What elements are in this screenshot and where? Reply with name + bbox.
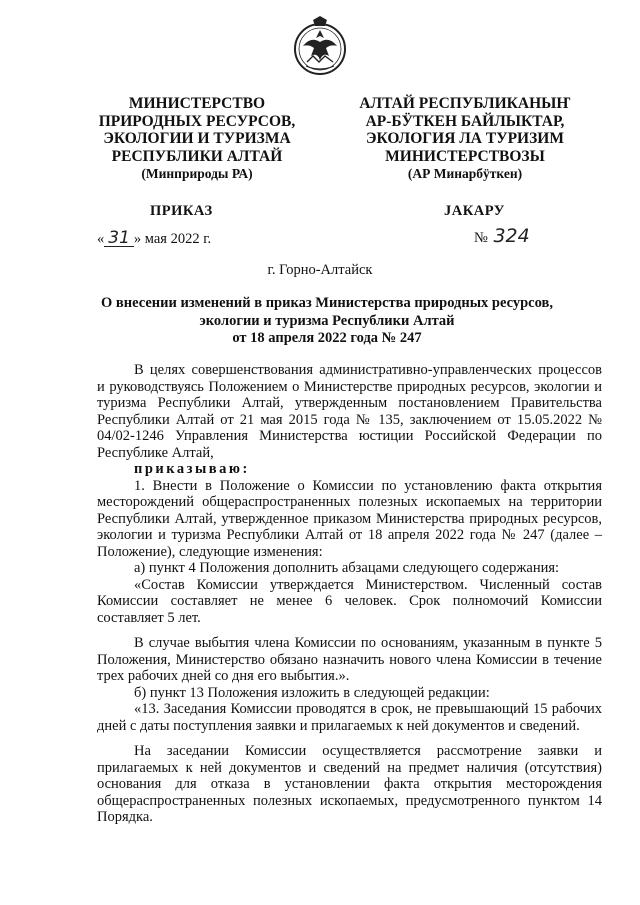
ministry-name-line: МИНИСТЕРСТВОЗЫ — [385, 147, 545, 165]
ministry-name-line: ПРИРОДНЫХ РЕСУРСОВ, — [98, 112, 296, 130]
ministry-name-line: АЛТАЙ РЕСПУБЛИКАНЫҤ — [359, 95, 571, 112]
document-title — [92, 295, 562, 348]
title-line: экологии и туризма Республики Алтай — [199, 312, 455, 329]
order-date — [97, 230, 211, 248]
body-paragraph: В случае выбытия члена Комиссии по основаниям, указанным в пункте 5 Положения, Министерство обязано назначить нового члена Комиссии в течение трех рабочих дней со дня его выбытия.». — [97, 635, 602, 684]
decree-line — [97, 461, 602, 478]
body-paragraph: На заседании Комиссии осуществляется рассмотрение заявки и прилагаемых к ней документов и сведений на предмет наличия (отсутствия) основания для отказа в установлении факта открытия месторождения общераспространенных полезных ископаемых, предусмотренного пунктом 14 Порядка. — [97, 743, 602, 825]
body-paragraph: 1. Внести в Положение о Комиссии по установлению факта открытия месторождений общераспространенных полезных ископаемых на территории Республики Алтай, утвержденное приказом Министерства природных ресурсов, экологии и туризма Республики Алтай от 18 апреля 2022 года № 247 (далее – Положение), следующие изменения: — [97, 477, 602, 560]
ministry-name-line: ЭКОЛОГИЯ ЛА ТУРИЗИМ — [366, 130, 564, 147]
date-quote-open: « — [97, 231, 105, 247]
document-body — [97, 362, 602, 826]
number-sign: № — [474, 230, 488, 246]
order-label-russian: ПРИКАЗ — [150, 203, 213, 219]
body-paragraph: В целях совершенствования административно-управленческих процессов и руководствуясь Положением о Министерстве природных ресурсов, экологии и туризма Республики Алтай, утвержденным постановлением Правительства Республики Алтай от 21 мая 2015 года № 135, заключением от 15.05.2022 № 04/02-1246 Управления Министерства юстиции Российской Федерации по Республике Алтай, — [97, 362, 602, 461]
ministry-name-line: АР-БӰТКЕН БАЙЛЫКТАР, — [365, 112, 565, 130]
city-line: г. Горно-Алтайск — [267, 262, 373, 278]
handwritten-number: 324 — [493, 225, 530, 247]
ministry-abbreviation: (АР Минарбӱткен) — [407, 166, 523, 181]
ministry-abbreviation: (Минприроды РА) — [141, 166, 253, 181]
title-line: О внесении изменений в приказ Министерства природных ресурсов, — [101, 295, 553, 311]
body-paragraph: а) пункт 4 Положения дополнить абзацами следующего содержания: — [134, 560, 560, 576]
body-paragraph: б) пункт 13 Положения изложить в следующей редакции: — [134, 684, 490, 701]
date-month-year: » мая 2022 г. — [133, 231, 212, 247]
body-paragraph: «Состав Комиссии утверждается Министерством. Численный состав Комиссии составляет не менее 6 человек. Срок полномочий Комиссии составляет 5 лет. — [97, 576, 602, 626]
title-line: от 18 апреля 2022 года № 247 — [232, 330, 422, 346]
ministry-name-line: ЭКОЛОГИИ И ТУРИЗМА — [103, 130, 291, 147]
handwritten-day: 31 — [104, 230, 134, 247]
coat-of-arms-emblem — [293, 16, 347, 82]
decree-word: приказываю: — [134, 461, 250, 477]
ministry-name-russian — [72, 95, 322, 183]
order-number — [474, 225, 532, 247]
order-label-altai: ЈАКАРУ — [444, 203, 505, 219]
body-paragraph: «13. Заседания Комиссии проводятся в срок, не превышающий 15 рабочих дней с даты поступления заявки и прилагаемых к ней документов и сведений. — [97, 701, 602, 734]
ministry-name-line: МИНИСТЕРСТВО — [128, 95, 266, 112]
ministry-name-altai — [340, 95, 590, 183]
ministry-name-line: РЕСПУБЛИКИ АЛТАЙ — [111, 147, 283, 165]
